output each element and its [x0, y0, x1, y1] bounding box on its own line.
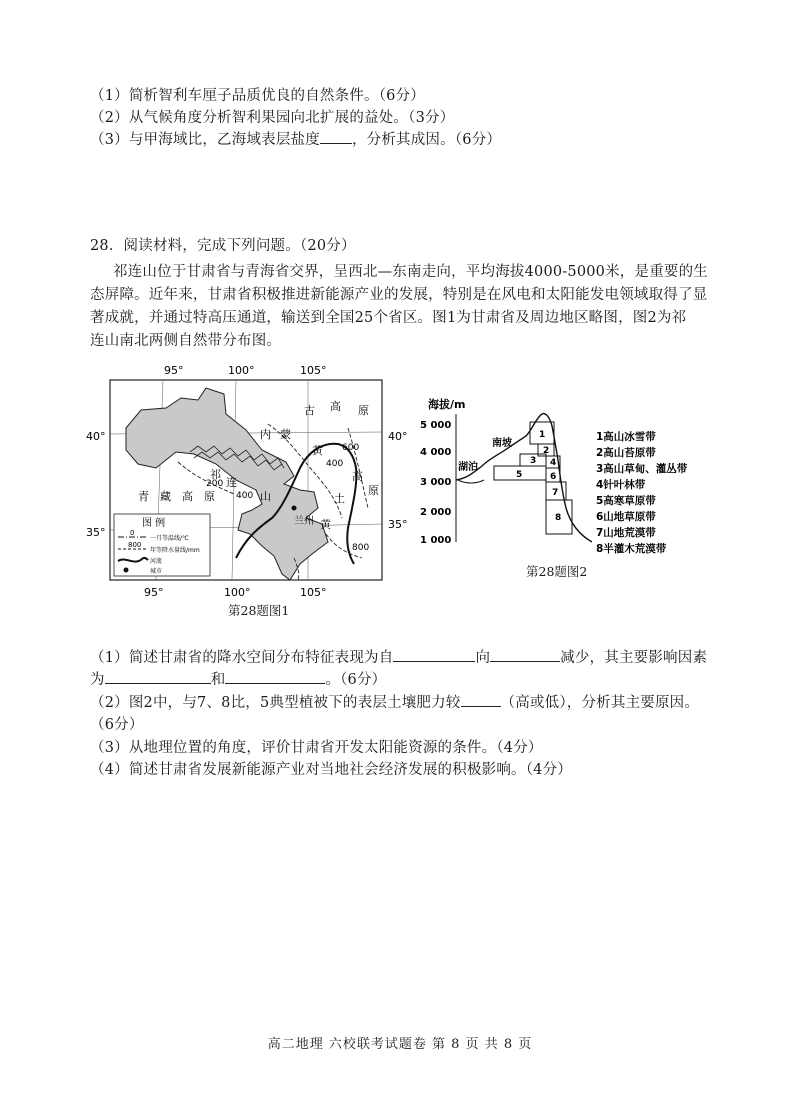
legend-isotherm-text: 一月等温线/℃	[150, 535, 189, 542]
zone-number-4: 4	[550, 458, 557, 468]
isoline-label-400a: 400	[236, 491, 254, 501]
lat-label-35-left: 35°	[86, 526, 106, 539]
zone-legend-7: 7山地荒漠带	[596, 527, 656, 539]
sub-question-1-text-f: 。（6分）	[325, 672, 387, 688]
isoline-label-400b: 400	[326, 459, 344, 469]
label-gao-3: 高	[352, 470, 363, 483]
question-1: （1）简析智利车厘子品质优良的自然条件。（6分）	[90, 88, 425, 104]
legend-isohyet-text: 年等降水量线/mm	[150, 547, 200, 554]
label-huang-2: 黄	[320, 518, 331, 531]
zone-legend-3: 3高山草甸、灌丛带	[596, 463, 688, 475]
label-zang: 藏	[160, 490, 171, 503]
question-3-text-a: （3）与甲海域比，乙海域表层盐度	[90, 132, 320, 148]
label-lanzhou: 兰州	[294, 516, 314, 527]
label-qi: 祁	[210, 468, 221, 481]
legend-river-text: 河流	[150, 558, 163, 565]
lake-label: 湖泊	[458, 462, 478, 473]
lake-shape	[458, 480, 484, 483]
label-nei: 内	[260, 428, 271, 441]
zone-legend-5: 5高寒草原带	[596, 495, 656, 507]
y-axis-title: 海拔/m	[428, 398, 466, 411]
lanzhou-city-icon	[292, 506, 297, 511]
answer-blank[interactable]	[320, 129, 352, 144]
sub-question-2-line-1	[90, 691, 699, 712]
y-tick-1000: 1 000	[420, 535, 452, 546]
sub-question-2-text-a: （2）图2中，与7、8比，5典型植被下的表层土壤肥力较	[90, 695, 461, 711]
south-slope-label: 南坡	[492, 438, 512, 449]
zone-number-3: 3	[530, 456, 537, 466]
lon-label-95-bottom: 95°	[144, 586, 164, 598]
sub-question-1-text-e: 和	[210, 672, 226, 688]
isoline-label-600: 600	[342, 443, 360, 453]
zone-number-5: 5	[516, 470, 523, 480]
sub-question-4: （4）简述甘肃省发展新能源产业对当地社会经济发展的积极影响。（4分）	[90, 762, 572, 778]
sub-question-2-text-b: （高或低），分析其主要原因。	[500, 695, 700, 711]
label-huang-1: 黄	[312, 444, 323, 457]
sub-question-3: （3）从地理位置的角度，评价甘肃省开发太阳能资源的条件。（4分）	[90, 740, 543, 756]
label-meng: 蒙	[280, 428, 291, 441]
sub-question-1-text-d: 为	[90, 672, 105, 688]
label-yuan-3: 原	[368, 484, 379, 497]
label-gao-2: 高	[182, 490, 193, 503]
lon-label-105-top: 105°	[300, 364, 327, 377]
figure-2-altitude-zones	[420, 396, 720, 556]
sub-question-1-text-a: （1）简述甘肃省的降水空间分布特征表现为自	[90, 650, 394, 666]
isoline-label-800: 800	[352, 543, 370, 553]
q28-material-line-2: 态屏障。近年来，甘肃省积极推进新能源产业的发展，特别是在风电和太阳能发电领域取得了显	[90, 287, 708, 303]
figure-1-caption: 第28题图1	[228, 603, 290, 618]
zone-number-8: 8	[555, 513, 562, 523]
question-2: （2）从气候角度分析智利果园向北扩展的益处。（3分）	[90, 110, 455, 126]
sub-question-1-line-2	[90, 668, 386, 689]
legend-city-text: 城市	[150, 568, 163, 575]
label-shan: 山	[260, 490, 271, 503]
sub-question-1-line-1	[90, 646, 707, 667]
label-qing: 青	[138, 490, 149, 503]
lon-label-105-bottom: 105°	[300, 586, 327, 598]
zone-number-7: 7	[552, 488, 559, 498]
lat-label-40-left: 40°	[86, 430, 106, 443]
label-lian: 连	[226, 476, 237, 489]
answer-blank[interactable]	[490, 647, 560, 662]
label-gu: 古	[304, 404, 315, 417]
y-tick-3000: 3 000	[420, 477, 452, 488]
q28-material-line-4: 连山南北两侧自然带分布图。	[90, 333, 282, 349]
q28-material-line-3: 著成就，并通过特高压通道，输送到全国25个省区。图1为甘肃省及周边地区略图，图2为祁	[90, 310, 687, 326]
zone-legend-6: 6山地草原带	[596, 511, 656, 523]
answer-blank[interactable]	[461, 692, 501, 707]
zone-number-6: 6	[550, 472, 557, 482]
zone-legend-2: 2高山苔原带	[596, 447, 656, 459]
answer-blank[interactable]	[105, 669, 211, 684]
lat-label-35-right: 35°	[388, 518, 408, 531]
page-footer: 高二地理 六校联考试题卷 第 8 页 共 8 页	[267, 1037, 533, 1052]
isoline-label-200: 200	[206, 479, 224, 489]
lat-label-40-right: 40°	[388, 430, 408, 443]
legend-isotherm-value: 0	[130, 529, 135, 537]
sub-question-1-text-b: 向	[475, 650, 491, 666]
q28-title: 28．阅读材料，完成下列问题。（20分）	[90, 238, 356, 254]
figure-2-caption: 第28题图2	[526, 564, 588, 579]
lon-label-100-bottom: 100°	[224, 586, 251, 598]
lon-label-95-top: 95°	[164, 364, 184, 377]
zone-legend-8: 8半灌木荒漠带	[596, 543, 667, 555]
y-tick-5000: 5 000	[420, 420, 452, 431]
q28-material-line-1: 祁连山位于甘肃省与青海省交界，呈西北—东南走向，平均海拔4000-5000米，是重要的生	[113, 264, 708, 280]
zone-legend-4: 4针叶林带	[596, 479, 646, 491]
y-tick-4000: 4 000	[420, 447, 452, 458]
label-yuan-1: 原	[358, 404, 369, 417]
question-3	[90, 128, 501, 149]
figure-1-map	[86, 358, 416, 598]
answer-blank[interactable]	[393, 647, 475, 662]
label-tu: 土	[334, 492, 345, 505]
zone-number-2: 2	[543, 446, 550, 456]
y-tick-2000: 2 000	[420, 507, 452, 518]
legend-city-icon	[124, 568, 129, 573]
legend-isohyet-value: 800	[128, 541, 142, 549]
label-gao-1: 高	[330, 400, 341, 413]
sub-question-2-line-2: （6分）	[90, 717, 144, 733]
zone-number-1: 1	[539, 430, 546, 440]
sub-question-1-text-c: 减少，其主要影响因素	[560, 650, 708, 666]
question-3-text-b: ，分析其成因。（6分）	[351, 132, 502, 148]
answer-blank[interactable]	[225, 669, 325, 684]
zone-legend-1: 1高山冰雪带	[596, 431, 656, 443]
label-yuan-2: 原	[204, 490, 215, 503]
lon-label-100-top: 100°	[228, 364, 255, 377]
legend-title: 图 例	[142, 518, 166, 529]
